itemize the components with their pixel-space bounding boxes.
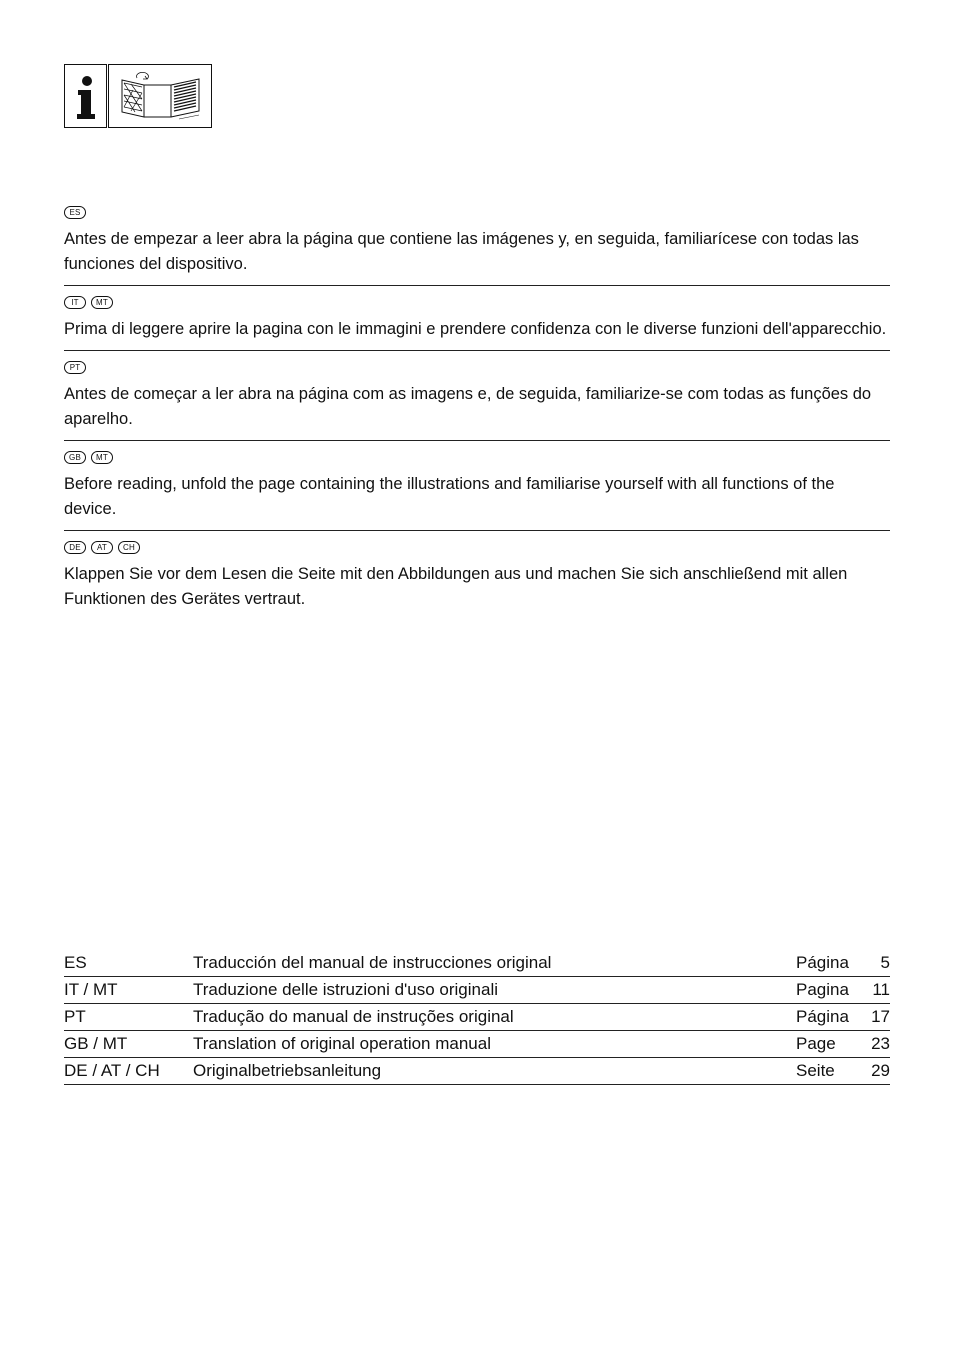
toc-title: Translation of original operation manual xyxy=(193,1031,796,1058)
toc-title: Tradução do manual de instruções original xyxy=(193,1004,796,1031)
language-notices xyxy=(64,206,890,630)
notice-text: Prima di leggere aprire la pagina con le immagini e prendere confidenza con le diverse funzioni dell'apparecchio. xyxy=(64,320,887,338)
language-badges xyxy=(64,361,890,376)
toc-language: ES xyxy=(64,950,193,977)
language-badge: MT xyxy=(91,296,113,309)
toc-page-number: 17 xyxy=(856,1004,890,1031)
language-badge: PT xyxy=(64,361,86,374)
language-badge: ES xyxy=(64,206,86,219)
toc-title: Traducción del manual de instrucciones original xyxy=(193,950,796,977)
notice-text: Antes de começar a ler abra na página com as imagens e, de seguida, familiarize-se com todas as funções do aparelho. xyxy=(64,385,872,428)
unfold-pages-icon xyxy=(108,64,212,128)
toc-page-number: 11 xyxy=(856,977,890,1004)
toc-title: Traduzione delle istruzioni d'uso originali xyxy=(193,977,796,1004)
notice-text: Klappen Sie vor dem Lesen die Seite mit den Abbildungen aus und machen Sie sich anschließend mit allen Funktionen des Gerätes vertraut. xyxy=(64,565,848,608)
toc-language: DE / AT / CH xyxy=(64,1058,193,1085)
notice-text: Antes de empezar a leer abra la página que contiene las imágenes y, en seguida, familiarícese con todas las funciones del dispositivo. xyxy=(64,230,859,273)
toc-page-label: Pagina xyxy=(796,977,856,1004)
toc-page-label: Página xyxy=(796,1004,856,1031)
toc-row[interactable] xyxy=(64,1031,890,1058)
toc-title: Originalbetriebsanleitung xyxy=(193,1058,796,1085)
language-badges xyxy=(64,541,890,556)
language-badges xyxy=(64,296,890,311)
notice-text: Before reading, unfold the page containing the illustrations and familiarise yourself with all functions of the device. xyxy=(64,475,835,518)
info-icon xyxy=(64,64,107,128)
toc-language: PT xyxy=(64,1004,193,1031)
toc-page-label: Seite xyxy=(796,1058,856,1085)
toc-language: GB / MT xyxy=(64,1031,193,1058)
language-badge: DE xyxy=(64,541,86,554)
toc-row[interactable] xyxy=(64,1004,890,1031)
language-badge: MT xyxy=(91,451,113,464)
header-icons xyxy=(64,64,212,130)
toc-page-number: 29 xyxy=(856,1058,890,1085)
language-badge: AT xyxy=(91,541,113,554)
toc-page-number: 5 xyxy=(856,950,890,977)
notice-gb-mt xyxy=(64,451,890,531)
toc-page-label: Page xyxy=(796,1031,856,1058)
language-badges xyxy=(64,206,890,221)
notice-de-at-ch xyxy=(64,541,890,620)
toc-row[interactable] xyxy=(64,950,890,977)
language-badge: CH xyxy=(118,541,140,554)
notice-pt xyxy=(64,361,890,441)
toc-page-label: Página xyxy=(796,950,856,977)
toc-page-number: 23 xyxy=(856,1031,890,1058)
toc-row[interactable] xyxy=(64,977,890,1004)
toc-row[interactable] xyxy=(64,1058,890,1085)
table-of-contents xyxy=(64,950,890,1085)
language-badge: GB xyxy=(64,451,86,464)
language-badges xyxy=(64,451,890,466)
language-badge: IT xyxy=(64,296,86,309)
notice-it-mt xyxy=(64,296,890,351)
notice-es xyxy=(64,206,890,286)
toc-language: IT / MT xyxy=(64,977,193,1004)
